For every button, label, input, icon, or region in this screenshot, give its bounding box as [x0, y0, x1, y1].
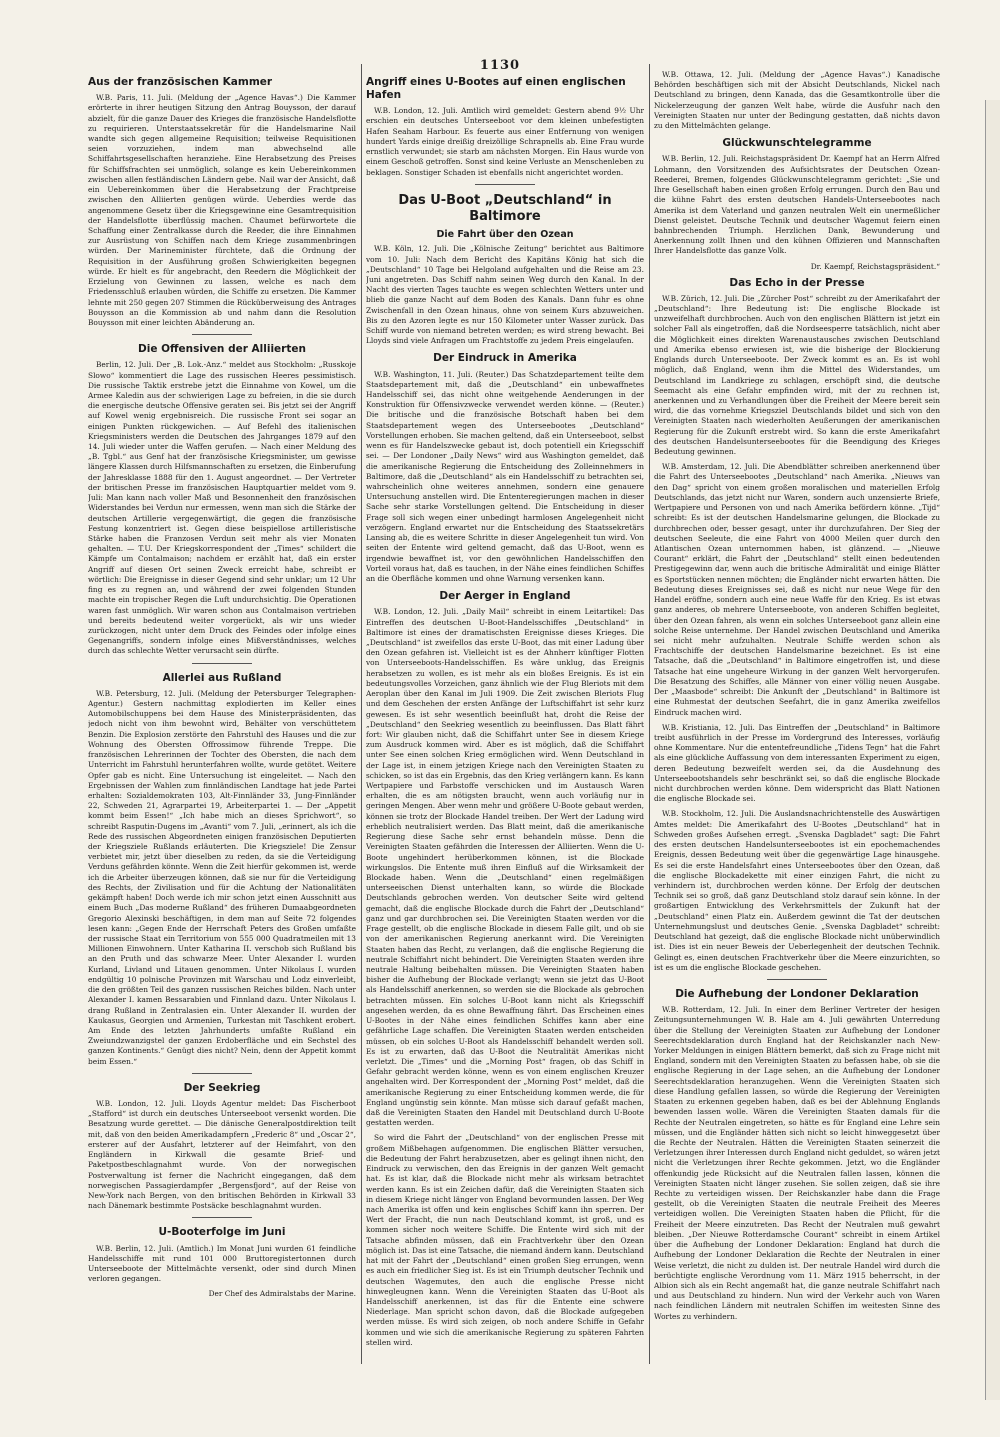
- article-paragraph: W.B. Rotterdam, 12. Juli. In einer dem Berliner Vertreter der hesigen Zeitungsunternehmungen W. B. Hale am 4. Juli gewährten Unterredung über die Stellung der Vereinigten Staaten zur Aufhebung der Londoner Seerechtsdeklaration durch England hat der Reichskanzler nach New-Yorker Meldungen in einigen Blättern bemerkt, daß sich zu Frage nicht mit England, sondern mit den Vereinigten Staaten zu befassen habe, ob sie die englische Regierung in der Lage sehen, an die Aufhebung der Londoner Seerechtsdeklaration heranzugehen. Wenn die Vereinigten Staaten sich diese Handlung gefallen lassen, so würde die Regierung der Vereinigten Staaten zu erkennen gegeben haben, daß es bei der Ablehnung Englands bewenden lassen wolle. Wären die Vereinigten Staaten damals für die Rechte der Neutralen eingetreten, so hätte es für England eine Lehre sein müssen, und die Engländer hätten sich nicht so leicht hinweggesetzt über die Rechte der Neutralen. Hätten die Vereinigten Staaten seinerzeit die Verletzungen ihrer Interessen durch England nicht geduldet, so wären jetzt nicht die Verletzungen ihrer Rechte gekommen. Jetzt, wo die Engländer offenkundig jede Rücksicht auf die Neutralen fallen lassen, können die Vereinigten Staaten nicht länger zusehen. Sie sollen zeigen, daß sie ihre Rechte zu verteidigen wissen. Der Reichskanzler habe dann die Frage gestellt, ob die Vereinigten Staaten die neutrale Freiheit des Meeres verteidigen wollen. Die Vereinigten Staaten haben die Pflicht, für die Freiheit der Meere einzutreten. Das Recht der Neutralen muß gewahrt bleiben. „Der Nieuwe Rotterdamsche Courant“ schreibt in einem Artikel über die Aufhebung der Londoner Deklaration: England hat durch die Aufhebung der Londoner Deklaration die Rechte der Neutralen in einer Weise verletzt, die nicht zu dulden ist. Der neutrale Handel wird durch die berüchtigte englische Verordnung vom 11. März 1915 beherrscht, in der Albion sich als ein Recht angemaßt hat, die ganze neutrale Schiffahrt nach und aus Deutschland zu hindern. Nun wird der Verkehr auch von Waren nach feindlichen Ländern mit neutralen Schiffen im weitesten Sinne des Wortes zu verhindern.: [654, 1005, 940, 1321]
- page-number: 1130: [479, 58, 521, 73]
- article-paragraph: W.B. Berlin, 12. Juli. Reichstagspräsident Dr. Kaempf hat an Herrn Alfred Lohmann, den Vorsitzenden des Aufsichtsrates der Deutschen Ozean-Reederei, Bremen, folgendes Glückwunschtelegramm gerichtet: „Sie und Ihre Gesellschaft haben einen großen Erfolg errungen. Durch den Bau und die kühne Fahrt des ersten deutschen Handels-Unterseebootes nach Amerika ist dem Vaterland und ganzen neutralen Welt ein unermeßlicher Dienst geleistet. Deutsche Technik und deutscher Wagemut feiern einen bahnbrechenden Triumph. Herzlichen Dank, Bewunderung und Anerkennung zollt Ihnen und den kühnen Offizieren und Mannschaften Ihrer Handelsflotte das ganze Volk.: [654, 154, 940, 256]
- article-paragraph: W.B. Petersburg, 12. Juli. (Meldung der Petersburger Telegraphen-Agentur.) Gestern nachmittag explodierten im Keller eines Automobilschuppens bei dem Hause des Ministerpräsidenten, das jedoch nicht von ihm bewohnt wird, Behälter von verschüttetem Benzin. Die Explosion zerstörte den Fahrstuhl des Hauses und die zur Wohnung des Obersten Offrossimow führende Treppe. Die französischen Lehrerinnen der Tochter des Obersten, die nach dem Unterricht im Fahrstuhl herunterfahren wollte, wurde getötet. Weitere Opfer gab es nicht. Eine Untersuchung ist eingeleitet. — Nach den Ergebnissen der Wahlen zum finnländischen Landtage hat jede Partei erhalten: Sozialdemokraten 103, Alt-Finnländer 33, Jung-Finnländer 22, Schweden 21, Agrarpartei 19, Arbeiterpartei 1. — Der „Appetit kommt beim Essen!“ „Ich habe mich an dieses Sprichwort“, so schreibt Rasputin-Dugens im „Avanti“ vom 7. Juli, „erinnert, als ich die Rede des russischen Abgeordneten einigen französischen Deputierten der Kriegsziele Rußlands erläuterten. Die Kriegsziele! Die Zensur verbietet mir, jetzt über dieselben zu reden, da sie die Verteidigung Verduns gefährden könnte. Wenn die Zeit hierfür gekommen ist, werde ich die Arbeiter überzeugen können, daß sie nur für die Verteidigung des Rechts, der Zivilisation und für die Achtung der Nationalitäten gekämpft haben! Doch werde ich mir schon jetzt einen Ausschnitt aus einem Buch „Das moderne Rußland“ des früheren Dumaabgeordneten Gregorio Alexinski beschäftigen, in dem man auf Seite 72 folgendes lesen kann: „Gegen Ende der Herrschaft Peters des Großen umfaßte der russische Staat ein Territorium von 555 000 Quadratmeilen mit 13 Millionen Einwohnern. Unter Katharina II. verschob sich Rußland bis an den Pruth und das schwarze Meer. Unter Alexander I. wurden Kurland, Livland und Litauen genommen. Unter Nikolaus I. wurden endgültig 10 polnische Provinzen mit Warschau und Lodz einverleibt, die den größten Teil des ganzen russischen Reiches bilden. Nach unter Alexander I. kamen Bessarabien und Finnland dazu. Unter Nikolaus I. drang Rußland in Zentralasien ein. Unter Alexander II. wurden der Kaukasus, Georgien und Armenien, Turkestan mit Taschkent erobert. Am Ende des letzten Jahrhunderts umfaßte Rußland ein Zweiundzwanzigstel der ganzen Erdoberfläche und ein Sechstel des ganzen Kontinents.“ Genügt dies nicht? Nein, denn der Appetit kommt beim Essen.“: [88, 688, 356, 1066]
- headline-aerger-england: Der Aerger in England: [439, 590, 571, 603]
- headline-echo-presse: Das Echo in der Presse: [729, 276, 865, 289]
- article-paragraph: W.B. Amsterdam, 12. Juli. Die Abendblätter schreiben anerkennend über die Fahrt des Unterseebootes „Deutschland“ nach Amerika. „Nieuws van den Dag“ spricht von einem großen moralischen und materiellen Erfolg Deutschlands, das jetzt nicht nur Waren, sondern auch unzensierte Briefe, Wertpapiere und Personen von und nach Amerika befördern könne. „Tijd“ schreibt: Es ist der deutschen Handelsmarine gelungen, die Blockade zu durchbrechen oder, besser gesagt, unter ihr durchzufahren. Der Sieg der deutschen Seeleute, die eine Fahrt von 4000 Meilen quer durch den Atlantischen Ozean unternommen haben, ist glänzend. — „Nieuwe Courant“ erklärt, die Fahrt der „Deutschland“ stellt einen bedeutenden Prestigegewinn dar, wenn auch die britische Admiralität und einige Blätter es Sportstücken nennen möchten; die Engländer nicht erwarten hätten. Die Bedeutung dieses Ereignisses sei, daß es nicht nur neue Wege für den Handel eröffne, sondern auch eine neue Waffe für den Krieg. Es ist etwas ganz anderes, ob mehrere Unterseeboote, von anderen Schiffen begleitet, über den Ozean fahren, als wenn ein solches Unterseeboot ganz allein eine solche Reise unternehme. Der Handel zwischen Deutschland und Amerika sei nicht mehr aufzuhalten. Neutrale Schiffe werden schon als Frachtschiffe der deutschen Handelsmarine bezeichnet. Es ist eine Tatsache, daß die „Deutschland“ in Baltimore eingetroffen ist, und diese Tatsache hat eine ungeheure Wirkung in der ganzen Welt hervorgerufen. Die Besatzung des Schiffes, alle Männer von einer völlig neuen Ausgabe. Der „Maasbode“ schreibt: Die Ankunft der „Deutschland“ in Baltimore ist eine Ruhmestat der deutschen Seefahrt, die in ganz Amerika zweifellos Eindruck machen wird.: [654, 462, 940, 717]
- article-paragraph: W.B. London, 12. Juli. „Daily Mail“ schreibt in einem Leitartikel: Das Eintreffen des deutschen U-Boot-Handelsschiffes „Deutschland“ in Baltimore ist eines der dramatischsten Ereignisse dieses Krieges. Die „Deutschland“ ist zweifellos das erste U-Boot, das mit einer Ladung über den Ozean gefahren ist. Vielleicht ist es der Ahnherr künftiger Flotten von Unterseeboots-Handelsschiffen. Es wäre unklug, das Ereignis herabsetzen zu wollen, es ist mehr als ein bloßes Ereignis. Es ist ein bedeutungsvolles Vorzeichen, ganz ähnlich wie der Flug Bleriots mit dem Aeroplan über den Kanal im Juli 1909. Die Zeit zwischen Bleriots Flug und dem Geschehen der ersten Anfänge der Luftschiffahrt ist sehr kurz gewesen. Es ist sehr wesentlich beeinflußt hat, droht die Reise der „Deutschland“ den Seekrieg wesentlich zu beeinflussen. Das Blatt fährt fort: Wir glauben nicht, daß die Schiffahrt unter See in diesem Kriege zum Ausdruck kommen wird. Aber es ist möglich, daß die Schiffahrt unter See einen solchen Krieg ermöglichen wird. Wenn Deutschland in der Lage ist, in einem jetzigen Kriege nach den Vereinigten Staaten zu schicken, so ist das ein Ergebnis, das den Krieg verlängern kann. Es kann Wertpapiere und Farbstoffe verschicken und im Austausch Waren erhalten, die es am nötigsten braucht, wenn auch vorläufig nur in geringen Mengen. Aber wenn mehr und größere U-Boote gebaut werden, können sie trotz der Blockade Handel treiben. Der Wert der Ladung wird erheblich neutralisiert werden. Das Blatt meint, daß die amerikanische Regierung diese Sache sehr ernst behandeln müsse. Denn die Vereinigten Staaten gefährden die Interessen der Alliierten. Wenn die U-Boote ungehindert herüberkommen können, ist die Blockade wirkungslos. Die Entente muß ihren Einfluß auf die Wirksamkeit der Blockade haben. Wenn die „Deutschland“ einen regelmäßigen unterseeischen Dienst unterhalten kann, so würde die Blockade Deutschlands gebrochen werden. Von deutscher Seite wird geltend gemacht, daß die englische Blockade durch die Fahrt der „Deutschland“ ganz und gar durchbrochen sei. Die Vereinigten Staaten werden vor die Frage gestellt, ob die englische Blockade in diesem Falle gilt, und ob sie von der amerikanischen Regierung anerkannt wird. Die Vereinigten Staaten haben das Recht, zu verlangen, daß die englische Regierung die neutrale Schiffahrt nicht behindert. Die Vereinigten Staaten werden ihre neutrale Haltung beibehalten müssen. Die Vereinigten Staaten haben bisher die Aufhebung der Blockade verlangt; wenn sie jetzt das U-Boot als Handelsschiff anerkennen, so werden sie die Blockade als gebrochen betrachten müssen. Ein solches U-Boot kann nicht als Kriegsschiff angesehen werden, da es ohne Bewaffnung fährt. Das Erscheinen eines U-Bootes in der Nähe eines feindlichen Schiffes kann aber eine gefährliche Lage schaffen. Die Vereinigten Staaten werden entscheiden müssen, ob ein solches U-Boot als Handelsschiff behandelt werden soll. Es ist zu erwarten, daß das U-Boot die Neutralität Amerikas nicht verletzt. Die „Times“ und die „Morning Post“ fragen, ob das Schiff in Gefahr gebracht werden könne, wenn es von einem englischen Kreuzer angehalten wird. Der Korrespondent der „Morning Post“ meldet, daß die amerikanische Regierung zu einer Entscheidung kommen werde, die für England ungünstig sein könnte. Man müsse sich darauf gefaßt machen, daß die Vereinigten Staaten den Handel mit Deutschland durch U-Boote gestatten werden.: [366, 607, 644, 1128]
- article-paragraph: Berlin, 12. Juli. Der „B. Lok.-Anz.“ meldet aus Stockholm: „Russkoje Slowo“ kommentiert die Lage des russischen Heeres pessimistisch. Die russische Taktik erstrebe jetzt die Einnahme von Kowel, um die Armee Kaledin aus der schwierigen Lage zu befreien, in die sie durch die energische deutsche Offensive geraten sei. Bis jetzt sei der Angriff auf Kowel wenig ergebnisreich. Die russische Front sei sogar an einigen Punkten rückgewichen. — Auf Befehl des italienischen Kriegsministers werden die Deutschen des Jahrganges 1879 auf den 14. Juli wieder unter die Waffen gerufen. — Nach einer Meldung des „B. Tgbl.“ aus Genf hat der französische Kriegsminister, um gewisse längere Klassen durch Hilfsmannschaften zu ersetzen, die Einberufung der Jahresklasse 1888 für den 1. August angeordnet. — Der Vertreter der britischen Presse im französischen Hauptquartier meldet vom 9. Juli: Man kann nach voller Maß und Besonnenheit den französischen Widerstandes bei Verdun nur ermessen, wenn man sich die Stärke der deutschen Artillerie vergegenwärtigt, die gegen die französische Festung konzentriert ist. Gegen diese beispiellose artilleristische Stärke haben die Franzosen Verdun seit mehr als vier Monaten gehalten. — T.U. Der Kriegskorrespondent der „Times“ schildert die Kämpfe um Contalmaison; nachdem er erzählt hat, daß ein erster Angriff auf diesen Ort seinen Zweck erreicht habe, schreibt er wörtlich: Die Ereignisse in dieser Gegend sind sehr unklar; um 12 Uhr fing es zu regnen an, und während der zwei folgenden Stunden machte ein tropischer Regen die Luft undurchsichtig. Die Operationen waren fast unmöglich. Wir waren schon aus Contalmaison vertrieben und bereits bedeutend weiter vorgerückt, als wir uns wieder zurückzogen, nicht unter dem Druck des Feindes oder infolge eines Gegenangriffs, sondern infolge eines Mißverständnisses, welches durch das schlechte Wetter verursacht sein dürfte.: [88, 360, 356, 656]
- signature: Dr. Kaempf, Reichstagspräsident.“: [810, 261, 940, 271]
- column-right: [654, 70, 940, 1365]
- column-middle: [366, 70, 644, 1365]
- article-paragraph: W.B. Kristiania, 12. Juli. Das Eintreffen der „Deutschland“ in Baltimore treibt ausführlich in der Presse im Vordergrund des Interesses, vorläufig ohne Kommentare. Nur die ententefreundliche „Tidens Tegn“ hat die Fahrt als eine glückliche Auffassung von dem interessanten Experiment zu eigen, deren Bedeutung bezweifelt werden sei, da die Ausdehnung des Unterseebootshandels sehr beschränkt sei, so daß die englische Blockade nicht durchbrochen werden könne. Dem widerspricht das Blatt Nationen die englische Blockade sei.: [654, 722, 940, 804]
- headline-u-booterfolge: U-Booterfolge im Juni: [158, 1226, 286, 1239]
- headline-eindruck-amerika: Der Eindruck in Amerika: [433, 352, 577, 365]
- signature: Der Chef des Admiralstabs der Marine.: [208, 1289, 356, 1299]
- article-paragraph: W.B. Stockholm, 12. Juli. Die Auslandsnachrichtenstelle des Auswärtigen Amtes meldet: Die Amerikafahrt des U-Bootes „Deutschland“ hat in Schweden großes Aufsehen erregt. „Svenska Dagbladet“ sagt: Die Fahrt des ersten deutschen Handelsunterseebootes ist ein epochemachendes Ereignis, dessen Bedeutung weit über die gegenwärtige Lage hinausgehe. Es sei die erste Handelsfahrt eines Unterseebootes über den Ozean, daß die englische Blockadekette mit einer einzigen Fahrt, die nicht zu verhindern ist, durchbrochen werden könne. Der Erfolg der deutschen Technik sei so groß, daß ganz Deutschland stolz darauf sein könne. In der großartigen Entwicklung des Verkehrsmittels der Zukunft hat der „Deutschland“ einen Platz ein. Außerdem gewinnt die Tat der deutschen Unternehmungslust und deutsches Genie. „Svenska Dagbladet“ schreibt: Deutschland hat gezeigt, daß die englische Blockade nicht unüberwindlich ist. Dies ist ein neuer Beweis der Ueberlegenheit der deutschen Technik. Gelingt es, einen deutschen Frachtverkehr über die Meere einzurichten, so ist es um die englische Blockade geschehen.: [654, 809, 940, 972]
- separator: [192, 334, 252, 335]
- article-paragraph: W.B. Paris, 11. Juli. (Meldung der „Agence Havas“.) Die Kammer erörterte in ihrer heutigen Sitzung den Antrag Bouysson, der darauf abzielt, für die ganze Dauer des Krieges die französische Handelsflotte zu requirieren. Unterstaatssekretär für die Handelsmarine Nail wandte sich gegen allgemeine Requisition; teilweise Requisitionen seien vorzuziehen, indem man abwechselnd alle Schiffahrtsgesellschaften heranziehe. Eine Herabsetzung des Preises für Schiffsfrachten sei unmöglich, solange es kein Uebereinkommen zwischen allen festländischen Ländern gebe. Nail war der Ansicht, daß ein Uebereinkommen über die Herabsetzung der Frachtpreise zwischen den Alliierten genügen würde. Ueberdies werde das angenommene Gesetz über die Kriegsgewinne eine Gesamtrequisition der Handelsflotte überflüssig machen. Chaumet befürwortete die Schaffung einer Zentralkasse durch die Reeder, die ihre Einnahmen zur Ausrüstung von Schiffen nach dem Kriege zusammenbringen würden. Der Marineminister fürchtete, daß die Ordnung der Requisition in der Ausführung großen Schwierigkeiten begegnen würde. Er hielt es für angebracht, den Reedern die Möglichkeit der Erzielung von Gewinnen zu lassen, welche es nach dem Friedensschluß erlauben würden, die Schiffe zu ersetzen. Die Kammer lehnte mit 250 gegen 207 Stimmen die Rücküberweisung des Antrages Bouysson an die Kommission ab und nahm dann die Resolution Bouysson mit einer leichten Abänderung an.: [88, 93, 356, 327]
- separator: [192, 1073, 252, 1074]
- article-paragraph: W.B. Washington, 11. Juli. (Reuter.) Das Schatzdepartement teilte dem Staatsdepartement mit, daß die „Deutschland“ ein unbewaffnetes Handelsschiff sei, das nicht ohne weitgehende Aenderungen in der Konstruktion für Offensivzwecke verwendet werden könne. — (Reuter.) Die britische und die französische Botschaft haben bei dem Staatsdepartement wegen des Unterseebootes „Deutschland“ Vorstellungen erhoben. Sie machen geltend, daß ein Unterseeboot, selbst wenn es für Handelszwecke gebaut ist, doch potentiell ein Kriegsschiff sei. — Der Londoner „Daily News“ wird aus Washington gemeldet, daß die amerikanische Regierung die Entscheidung des Zolleinnehmers in Baltimore, daß die „Deutschland“ als ein Handelsschiff zu betrachten sei, wahrscheinlich ohne weiteres annehmen, sondern eine genauere Untersuchung anstellen wird. Die Ententeregierungen machen in dieser Sache sehr starke Vorstellungen geltend. Die Entscheidung in dieser Frage soll sich wegen einer unbedingt harmlosen Angelegenheit nicht verzögern. England erwartet nur die Entscheidung des Staatssekretärs Lansing ab, die es weitere Schritte in dieser Angelegenheit tun wird. Von seiten der Entente wird geltend gemacht, daß das U-Boot, wenn es irgendwie bewaffnet ist, vor den gewöhnlichen Handelsschiffen den Vorteil voraus hat, daß es tauchen, in der Nähe eines feindlichen Schiffes an die Oberfläche kommen und ohne Warnung versenken kann.: [366, 369, 644, 583]
- headline-franzoesische-kammer: Aus der französischen Kammer: [88, 76, 273, 88]
- headline-seekrieg: Der Seekrieg: [183, 1081, 261, 1094]
- column-rule: [649, 64, 650, 1364]
- separator: [475, 184, 535, 185]
- article-paragraph: W.B. London, 12. Juli. Amtlich wird gemeldet: Gestern abend 9½ Uhr erschien ein deutsches Unterseeboot vor dem kleinen unbefestigten Hafen Seaham Harbour. Es feuerte aus einer Entfernung von wenigen hundert Yards einige dreißig dreizöllige Schrapnells ab. Eine Frau wurde ernstlich verwundet; sie starb am nächsten Morgen. Ein Haus wurde von einem Geschoß getroffen. Sonst sind keine Verluste an Menschenleben zu beklagen. Sonstiger Schaden ist ebenfalls nicht angerichtet worden.: [366, 106, 644, 177]
- separator: [767, 979, 827, 980]
- separator: [192, 1217, 252, 1218]
- headline-angriff-u-boot: Angriff eines U-Bootes auf einen englischen Hafen: [366, 76, 626, 102]
- article-paragraph: So wird die Fahrt der „Deutschland“ von der englischen Presse mit großem Mißbehagen aufgenommen. Die englischen Blätter versuchen, die Bedeutung der Fahrt herabzusetzen, aber es gelingt ihnen nicht, den Eindruck zu verwischen, den das Ereignis in der ganzen Welt gemacht hat. Es ist klar, daß die Blockade nicht mehr als wirksam betrachtet werden kann. Es ist ein Zeichen dafür, daß die Vereinigten Staaten sich in diesem Kriege nicht länger von England bevormunden lassen. Der Weg nach Amerika ist offen und kein englisches Schiff kann ihn sperren. Der Wert der Fracht, die nun nach Deutschland kommt, ist groß, und es kommen sicher noch weitere Schiffe. Die Entente wird sich mit der Tatsache abfinden müssen, daß ein Frachtverkehr über den Ozean möglich ist. Das ist eine Tatsache, die niemand ändern kann. Deutschland hat mit der Fahrt der „Deutschland“ einen großen Sieg errungen, wenn es auch ein friedlicher Sieg ist. Es ist ein Triumph deutscher Technik und deutschen Wagemutes, den auch die englische Presse nicht hinwegleugnen kann. Wenn die Vereinigten Staaten das U-Boot als Handelsschiff anerkennen, ist das für die Entente eine schwere Niederlage. Man spricht schon davon, daß die Blockade aufgegeben werden müsse. Es wird sich zeigen, ob noch andere Schiffe in Gefahr kommen und wie sich die amerikanische Regierung zu späteren Fahrten stellen wird.: [366, 1133, 644, 1347]
- separator: [192, 663, 252, 664]
- adjacent-page-edge: [985, 100, 1000, 1400]
- column-rule: [361, 64, 362, 1364]
- headline-glueckwunschtelegramme: Glückwunschtelegramme: [722, 137, 872, 150]
- article-paragraph: W.B. Zürich, 12. Juli. Die „Zürcher Post“ schreibt zu der Amerikafahrt der „Deutschland“: Ihre Bedeutung ist: Die englische Blockade ist unzweifelhaft durchbrochen. Auch von den englischen Blättern ist jetzt ein solcher Fall als eingetroffen, daß die Nordseesperre tatsächlich, nicht aber die Möglichkeit eines direkten Warenaustausches zwischen Deutschland und Amerika ebenso erwiesen ist, wie die bisherige der Blockierung Englands durch Unterseeboote. Der Zweck kommt es an. Es ist wohl möglich, daß England, wenn ihm die Mittel des Widerstandes, um Deutschland im Landkriege zu schlagen, erschöpft sind, die deutsche Seemacht als eine Gefahr empfinden wird, mit der zu rechnen ist, anerkennen und zu Verhandlungen über die Freiheit der Meere bereit sein wird, die das vornehme Kriegsziel Deutschlands bildet und sich von den Vereinigten Staaten nach wiederholten Aeußerungen der amerikanischen Regierung für die Zukunft erstrebt wird. So kann die erste Amerikafahrt des deutschen Handelsunterseebootes für die Beendigung des Krieges Bedeutung gewinnen.: [654, 293, 940, 457]
- article-paragraph: W.B. Köln, 12. Juli. Die „Kölnische Zeitung“ berichtet aus Baltimore vom 10. Juli: Nach dem Bericht des Kapitäns König hat sich die „Deutschland“ 10 Tage bei Helgoland aufgehalten und die Reise am 23. Juni angetreten. Das Schiff nahm seinen Weg durch den Kanal. In der Nacht des vierten Tages tauchte es wegen schlechten Wetters unter und blieb die ganze Nacht auf dem Boden des Kanals. Dann fuhr es ohne Zwischenfall in den Ozean hinaus, ohne von seinem Kurs abzuweichen. Bis zu den Azoren legte es nur 150 Kilometer unter Wasser zurück. Das Schiff wurde von niemand betreten werden; es wird streng bewacht. Bei Lloyds sind viele Anfragen um Frachtstoffe zu jedem Preis eingelaufen.: [366, 244, 644, 346]
- article-paragraph: W.B. Ottawa, 12. Juli. (Meldung der „Agence Havas“.) Kanadische Behörden beschäftigen sich mit der Absicht Deutschlands, Nickel nach Deutschland zu bringen, denn Kanada, das die Gesamtkontrolle über die Nickelerzeugung der ganzen Welt habe, würde die Ausfuhr nach den Vereinigten Staaten nur unter der Bedingung gestatten, daß nichts davon zu den Mittelmächten gelange.: [654, 70, 940, 131]
- headline-londoner-deklaration: Die Aufhebung der Londoner Deklaration: [675, 987, 919, 1000]
- column-left: [88, 70, 356, 1365]
- headline-offensiven-alliierten: Die Offensiven der Alliierten: [138, 343, 306, 356]
- article-paragraph: W.B. London, 12. Juli. Lloyds Agentur meldet: Das Fischerboot „Stafford“ ist durch ein deutsches Unterseeboot versenkt worden. Die Besatzung wurde gerettet. — Die dänische Generalpostdirektion teilt mit, daß von den beiden Amerikadampfern „Frederic 8“ und „Oscar 2“, ersterer auf der Ausfahrt, letzterer auf der Heimfahrt, von den Engländern in Kirkwall die gesamte Brief- und Paketpostbeschlagnahmt wurde. Von der norwegischen Postverwaltung ist ferner die Nachricht eingegangen, daß dem norwegischen Passagierdampfer „Bergensfjord“, auf der Reise von New-York nach Bergen, von den britischen Behörden in Kirkwall 33 nach Dänemark bestimmte Postsäcke beschlagnahmt wurden.: [88, 1098, 356, 1211]
- subheadline-fahrt-ozean: Die Fahrt über den Ozean: [436, 229, 574, 241]
- article-paragraph: W.B. Berlin, 12. Juli. (Amtlich.) Im Monat Juni wurden 61 feindliche Handelsschiffe mit rund 101 000 Bruttoregistertonnen durch Unterseeboote der Mittelmächte versenkt, oder sind durch Minen verloren gegangen.: [88, 1243, 356, 1284]
- headline-allerlei-russland: Allerlei aus Rußland: [162, 671, 282, 684]
- headline-u-boot-deutschland: Das U-Boot „Deutschland“ in Baltimore: [398, 192, 612, 225]
